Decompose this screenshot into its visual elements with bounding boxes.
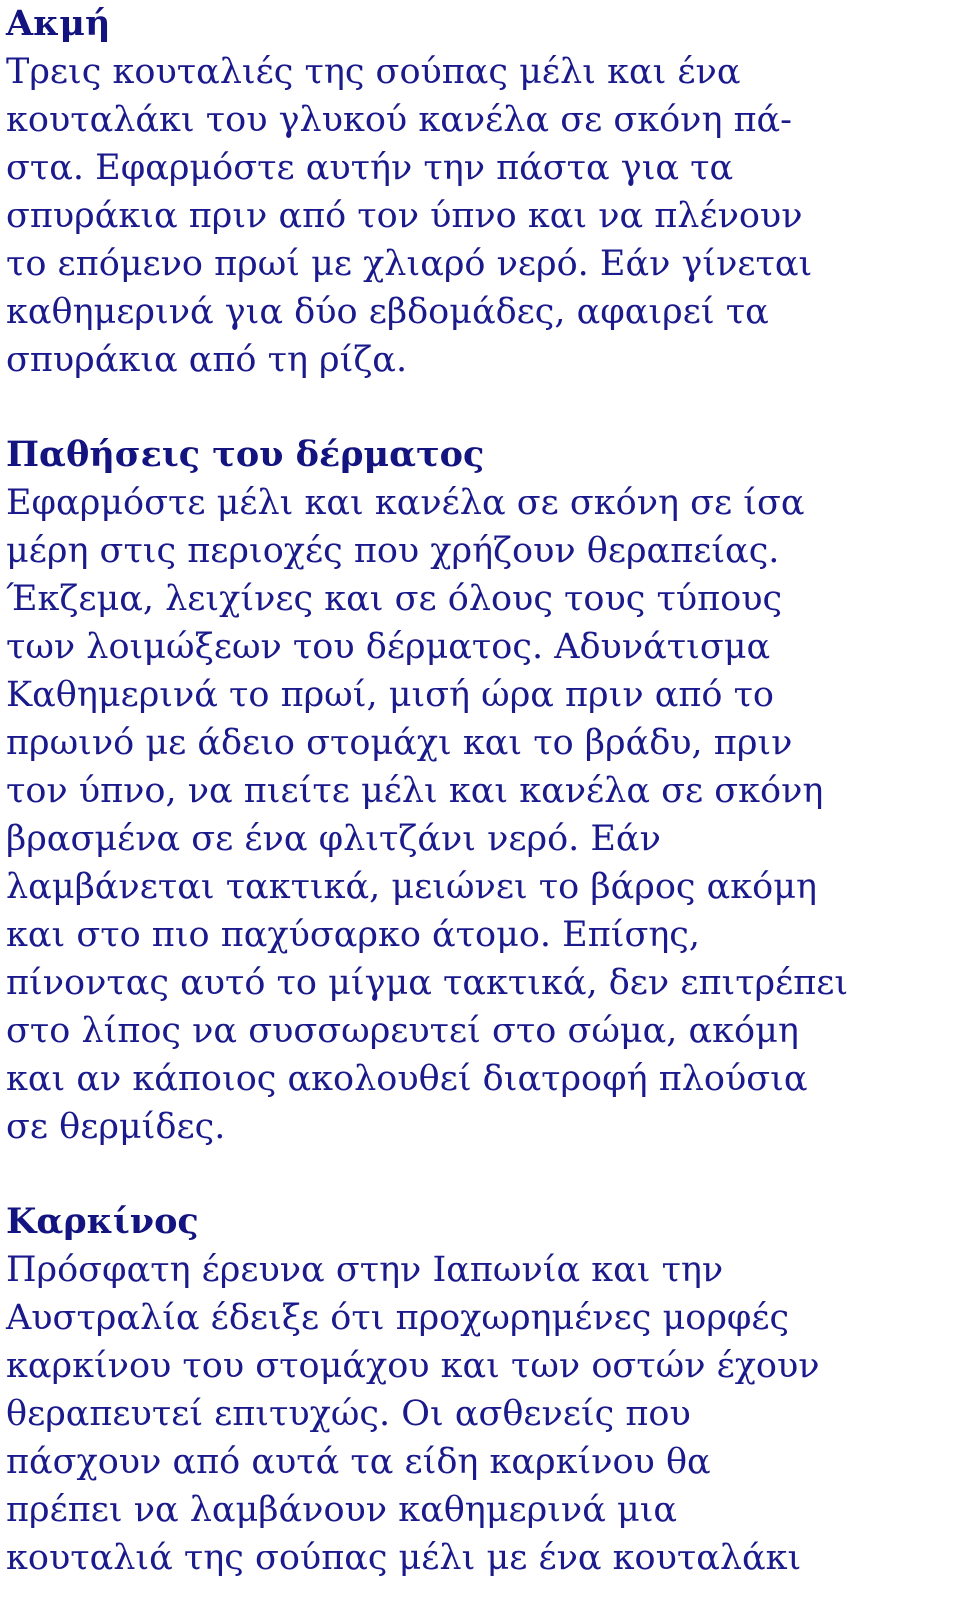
- paragraph-line: και στο πιο παχύσαρκο άτομο. Επίσης,: [6, 915, 701, 955]
- paragraph-line: το επόμενο πρωί με χλιαρό νερό. Εάν γίνεται: [6, 244, 813, 284]
- paragraph-line: στα. Εφαρμόστε αυτήν την πάστα για τα: [6, 148, 734, 188]
- paragraph-line: Καθημερινά το πρωί, μισή ώρα πριν από το: [6, 675, 775, 715]
- section-heading: Ακμή: [6, 3, 111, 44]
- paragraph-line: πρέπει να λαμβάνουν καθημερινά μια: [6, 1490, 678, 1530]
- paragraph-line: πίνοντας αυτό το μίγμα τακτικά, δεν επιτρέπει: [6, 963, 849, 1003]
- paragraph-line: καθημερινά για δύο εβδομάδες, αφαιρεί τα: [6, 292, 769, 332]
- paragraph-line: στο λίπος να συσσωρευτεί στο σώμα, ακόμη: [6, 1011, 799, 1051]
- paragraph-line: θεραπευτεί επιτυχώς. Οι ασθενείς που: [6, 1394, 691, 1434]
- section-spacer: [6, 1151, 960, 1198]
- section-heading: Καρκίνος: [6, 1201, 199, 1242]
- paragraph-line: Τρεις κουταλιές της σούπας μέλι και ένα: [6, 52, 741, 92]
- section-skin-conditions: [6, 431, 960, 1151]
- paragraph-line: πάσχουν από αυτά τα είδη καρκίνου θα: [6, 1442, 711, 1482]
- paragraph-line: Πρόσφατη έρευνα στην Ιαπωνία και την: [6, 1250, 724, 1290]
- paragraph-line: σπυράκια πριν από τον ύπνο και να πλένουν: [6, 196, 803, 236]
- paragraph-line: Έκζεμα, λειχίνες και σε όλους τους τύπους: [6, 579, 783, 619]
- paragraph-line: Εφαρμόστε μέλι και κανέλα σε σκόνη σε ίσα: [6, 483, 805, 523]
- paragraph-line: τον ύπνο, να πιείτε μέλι και κανέλα σε σκόνη: [6, 771, 824, 811]
- section-spacer: [6, 384, 960, 431]
- section-acne: [6, 0, 960, 384]
- paragraph-line: και αν κάποιος ακολουθεί διατροφή πλούσια: [6, 1059, 808, 1099]
- paragraph-line: βρασμένα σε ένα φλιτζάνι νερό. Εάν: [6, 819, 661, 859]
- paragraph-line: των λοιμώξεων του δέρματος. Αδυνάτισμα: [6, 627, 771, 667]
- paragraph-line: σπυράκια από τη ρίζα.: [6, 340, 408, 380]
- paragraph-line: κουταλάκι του γλυκού κανέλα σε σκόνη πά-: [6, 100, 793, 140]
- paragraph-line: λαμβάνεται τακτικά, μειώνει το βάρος ακόμη: [6, 867, 817, 907]
- paragraph-line: Αυστραλία έδειξε ότι προχωρημένες μορφές: [6, 1298, 790, 1338]
- paragraph-line: μέρη στις περιοχές που χρήζουν θεραπείας.: [6, 531, 780, 571]
- section-heading: Παθήσεις του δέρματος: [6, 434, 485, 475]
- paragraph-line: κουταλιά της σούπας μέλι με ένα κουταλάκι: [6, 1538, 802, 1578]
- paragraph-line: καρκίνου του στομάχου και των οστών έχουν: [6, 1346, 820, 1386]
- paragraph-line: σε θερμίδες.: [6, 1107, 226, 1147]
- paragraph-line: πρωινό με άδειο στομάχι και το βράδυ, πριν: [6, 723, 793, 763]
- section-cancer: [6, 1198, 960, 1582]
